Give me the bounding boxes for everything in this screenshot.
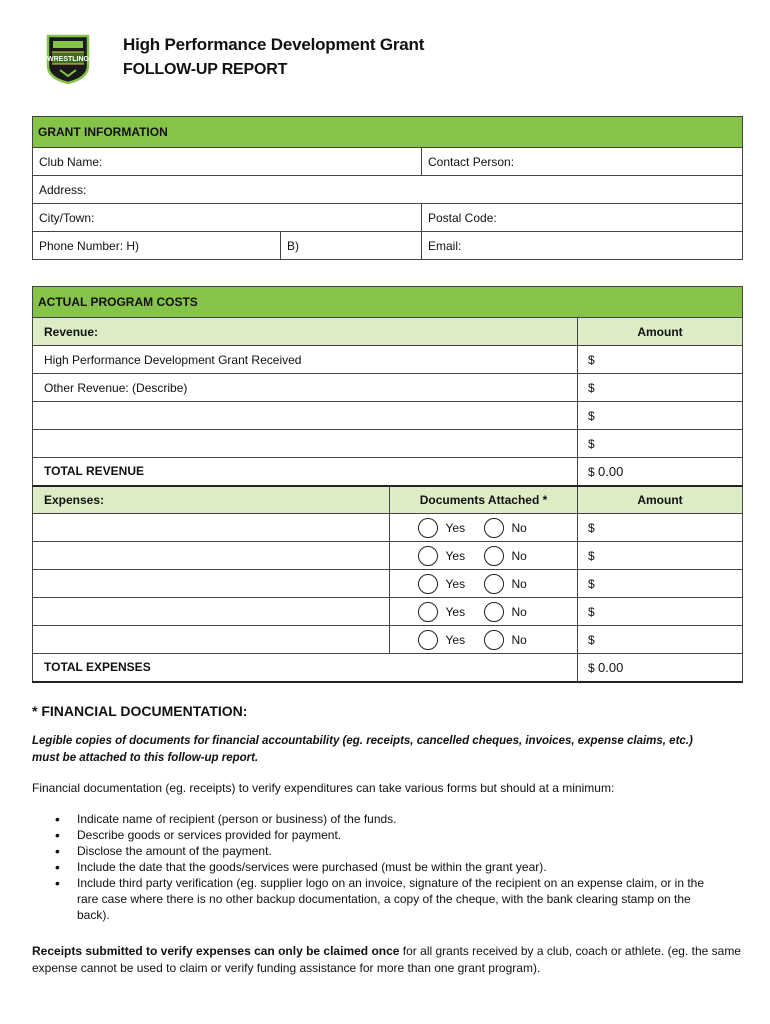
revenue-row-amount[interactable]: $ — [578, 374, 743, 402]
expense-description-field[interactable] — [33, 626, 390, 654]
report-subtitle: FOLLOW-UP REPORT — [123, 61, 288, 78]
yes-radio[interactable] — [418, 546, 438, 566]
revenue-row-label[interactable] — [33, 402, 578, 430]
documents-attached-choice — [390, 626, 578, 654]
total-revenue-currency: $ — [588, 464, 595, 479]
documents-attached-choice — [390, 514, 578, 542]
grant-information-heading: GRANT INFORMATION — [33, 117, 743, 148]
no-label: No — [511, 604, 527, 619]
revenue-row-amount[interactable]: $ — [578, 430, 743, 458]
yes-radio[interactable] — [418, 630, 438, 650]
no-radio[interactable] — [484, 630, 504, 650]
grant-information-table — [32, 116, 743, 260]
yes-radio[interactable] — [418, 518, 438, 538]
receipts-note-bold: Receipts submitted to verify expenses can only be claimed once — [32, 944, 400, 958]
yes-radio[interactable] — [418, 602, 438, 622]
financial-documentation-note: Legible copies of documents for financial accountability (eg. receipts, cancelled cheques, invoices, expense claims, etc.) must be attached to this follow-up report. — [32, 735, 693, 764]
no-label: No — [511, 632, 527, 647]
yes-label: Yes — [445, 604, 466, 619]
expense-description-field[interactable] — [33, 542, 390, 570]
total-expenses-amount — [578, 654, 743, 682]
documents-attached-header: Documents Attached * — [390, 486, 578, 514]
list-item: • Include third party verification (eg. supplier logo on an invoice, signature of the recipient on an expense claim, or in the rare case where there is no other backup documentation, a copy of the cheque, with the bank clearing stamp on the back). — [55, 875, 725, 923]
expenses-header: Expenses: — [33, 486, 390, 514]
contact-person-field[interactable]: Contact Person: — [422, 148, 743, 176]
no-radio[interactable] — [484, 574, 504, 594]
postal-code-field[interactable]: Postal Code: — [422, 204, 743, 232]
phone-home-field[interactable]: Phone Number: H) — [33, 232, 281, 260]
financial-documentation-intro: Financial documentation (eg. receipts) to verify expenditures can take various forms but should at a minimum: — [32, 781, 615, 795]
yes-radio[interactable] — [418, 574, 438, 594]
no-radio[interactable] — [484, 602, 504, 622]
expense-amount-field[interactable]: $ — [578, 598, 743, 626]
club-name-field[interactable]: Club Name: — [33, 148, 422, 176]
yes-label: Yes — [445, 632, 466, 647]
no-label: No — [511, 520, 527, 535]
address-field[interactable]: Address: — [33, 176, 743, 204]
total-expenses-value: 0.00 — [598, 659, 624, 675]
expense-amount-field[interactable]: $ — [578, 626, 743, 654]
list-item: • Describe goods or services provided for payment. — [55, 827, 725, 843]
receipts-note — [32, 943, 742, 977]
no-label: No — [511, 548, 527, 563]
expense-description-field[interactable] — [33, 570, 390, 598]
phone-business-field[interactable]: B) — [281, 232, 422, 260]
revenue-amount-header: Amount — [578, 318, 743, 346]
revenue-row-amount[interactable]: $ — [578, 402, 743, 430]
list-item: • Indicate name of recipient (person or business) of the funds. — [55, 811, 725, 827]
expense-amount-header: Amount — [578, 486, 743, 514]
total-expenses-label: TOTAL EXPENSES — [33, 654, 578, 682]
yes-label: Yes — [445, 548, 466, 563]
list-item: • Disclose the amount of the payment. — [55, 843, 725, 859]
receipts-note-rest: for all grants received by a club, coach or athlete. (eg. the same expense cannot be used to claim or verify funding assistance for more than one grant program). — [32, 944, 741, 975]
report-title: High Performance Development Grant — [123, 35, 425, 54]
revenue-row-label[interactable] — [33, 430, 578, 458]
wrestling-logo — [44, 32, 92, 84]
expense-description-field[interactable] — [33, 514, 390, 542]
documents-attached-choice — [390, 570, 578, 598]
city-field[interactable]: City/Town: — [33, 204, 422, 232]
no-radio[interactable] — [484, 518, 504, 538]
program-costs-table — [32, 286, 743, 683]
total-revenue-amount — [578, 458, 743, 486]
revenue-row-label[interactable]: Other Revenue: (Describe) — [33, 374, 578, 402]
expense-amount-field[interactable]: $ — [578, 570, 743, 598]
documents-attached-choice — [390, 542, 578, 570]
yes-label: Yes — [445, 520, 466, 535]
revenue-row-label[interactable]: High Performance Development Grant Received — [33, 346, 578, 374]
expense-amount-field[interactable]: $ — [578, 542, 743, 570]
total-revenue-value: 0.00 — [598, 463, 624, 479]
revenue-row-amount[interactable]: $ — [578, 346, 743, 374]
email-field[interactable]: Email: — [422, 232, 743, 260]
total-revenue-label: TOTAL REVENUE — [33, 458, 578, 486]
yes-label: Yes — [445, 576, 466, 591]
expense-amount-field[interactable]: $ — [578, 514, 743, 542]
no-label: No — [511, 576, 527, 591]
requirements-list — [55, 811, 725, 923]
financial-documentation-title: * FINANCIAL DOCUMENTATION: — [32, 703, 248, 719]
total-expenses-currency: $ — [588, 660, 595, 675]
documents-attached-choice — [390, 598, 578, 626]
revenue-header: Revenue: — [33, 318, 578, 346]
list-item: • Include the date that the goods/services were purchased (must be within the grant year). — [55, 859, 725, 875]
expense-description-field[interactable] — [33, 598, 390, 626]
svg-text:WRESTLING: WRESTLING — [47, 56, 89, 63]
no-radio[interactable] — [484, 546, 504, 566]
program-costs-heading: ACTUAL PROGRAM COSTS — [33, 287, 743, 318]
